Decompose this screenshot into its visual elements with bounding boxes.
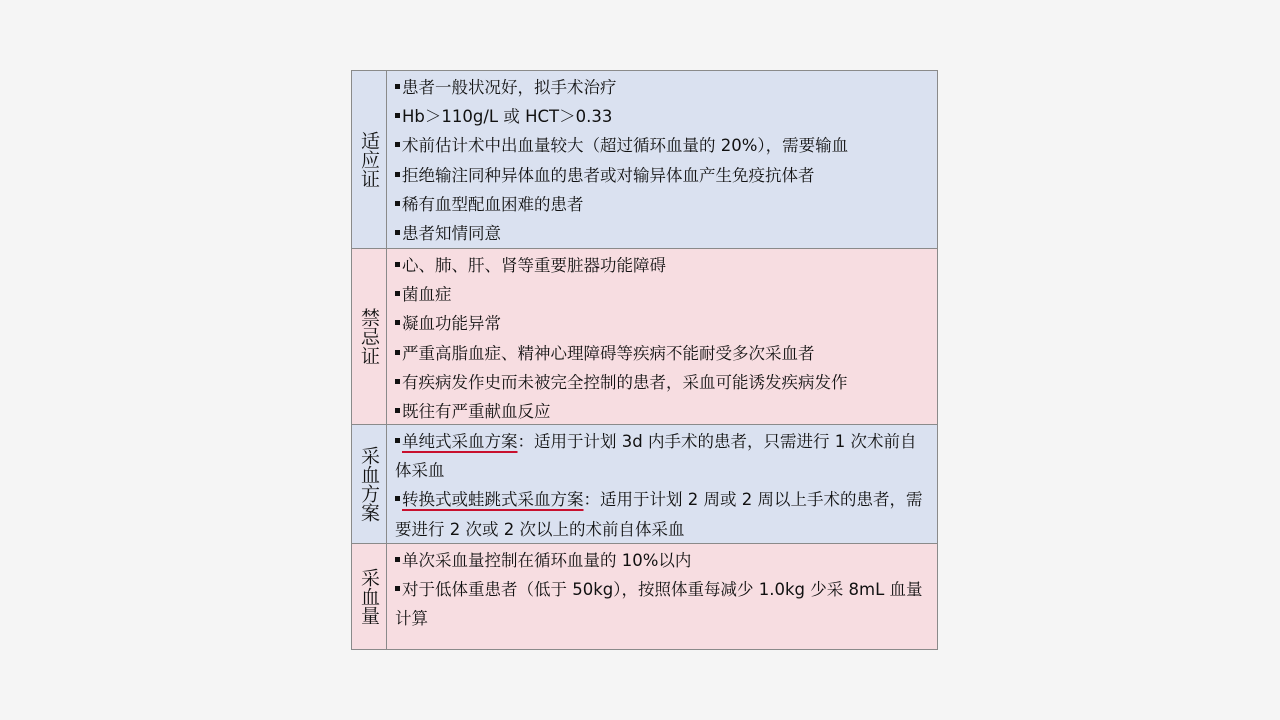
bullet-icon [395, 557, 400, 562]
list-item: 菌血症 [395, 280, 931, 309]
list-item: 患者知情同意 [395, 219, 931, 248]
row-collection-plan [352, 425, 937, 544]
list-item: 稀有血型配血困难的患者 [395, 190, 931, 219]
row-content [387, 425, 937, 543]
row-content [387, 544, 937, 649]
list-item: 术前估计术中出血量较大（超过循环血量的 20%），需要输血 [395, 131, 931, 160]
bullet-icon [395, 262, 400, 267]
bullet-icon [395, 496, 400, 501]
row-label-cell [352, 71, 387, 248]
row-label-contraindications: 禁忌证 [358, 308, 380, 365]
list-item: 单次采血量控制在循环血量的 10%以内 [395, 546, 931, 575]
list-item: 患者一般状况好，拟手术治疗 [395, 73, 931, 102]
list-item: Hb＞110g/L 或 HCT＞0.33 [395, 102, 931, 131]
list-item: 心、肺、肝、肾等重要脏器功能障碍 [395, 251, 931, 280]
list-item: 转换式或蛙跳式采血方案：适用于计划 2 周或 2 周以上手术的患者，需要进行 2 次或 2 次以上的术前自体采血 [395, 490, 923, 539]
row-label-cell [352, 249, 387, 424]
bullet-icon [395, 408, 400, 413]
list-item: 对于低体重患者（低于 50kg），按照体重每减少 1.0kg 少采 8mL 血量计算 [395, 580, 923, 629]
row-content [387, 249, 937, 424]
bullet-icon [395, 291, 400, 296]
list-item: 单纯式采血方案：适用于计划 3d 内手术的患者，只需进行 1 次术前自体采血 [395, 432, 917, 481]
bullet-icon [395, 201, 400, 206]
row-label-collection-volume: 采血量 [358, 568, 380, 625]
row-indications [352, 71, 937, 249]
bullet-icon [395, 84, 400, 89]
bullet-icon [395, 230, 400, 235]
row-collection-volume [352, 544, 937, 649]
plan-name-simple: 单纯式采血方案 [402, 432, 518, 451]
list-item: 拒绝输注同种异体血的患者或对输异体血产生免疫抗体者 [395, 161, 931, 190]
row-label-indications: 适应证 [358, 131, 380, 188]
autologous-blood-table [351, 70, 938, 650]
plan-name-leapfrog: 转换式或蛙跳式采血方案 [402, 490, 584, 510]
bullet-icon [395, 438, 400, 443]
bullet-icon [395, 350, 400, 355]
bullet-icon [395, 586, 400, 591]
row-label-cell [352, 544, 387, 649]
bullet-icon [395, 113, 400, 118]
bullet-icon [395, 172, 400, 177]
bullet-icon [395, 320, 400, 325]
row-contraindications [352, 249, 937, 425]
list-item: 有疾病发作史而未被完全控制的患者，采血可能诱发疾病发作 [395, 368, 931, 397]
bullet-icon [395, 142, 400, 147]
list-item: 严重高脂血症、精神心理障碍等疾病不能耐受多次采血者 [395, 339, 931, 368]
list-item: 既往有严重献血反应 [395, 397, 931, 426]
row-content [387, 71, 937, 248]
row-label-cell [352, 425, 387, 543]
row-label-collection-plan: 采血方案 [358, 446, 380, 522]
list-item: 凝血功能异常 [395, 309, 931, 338]
bullet-icon [395, 379, 400, 384]
